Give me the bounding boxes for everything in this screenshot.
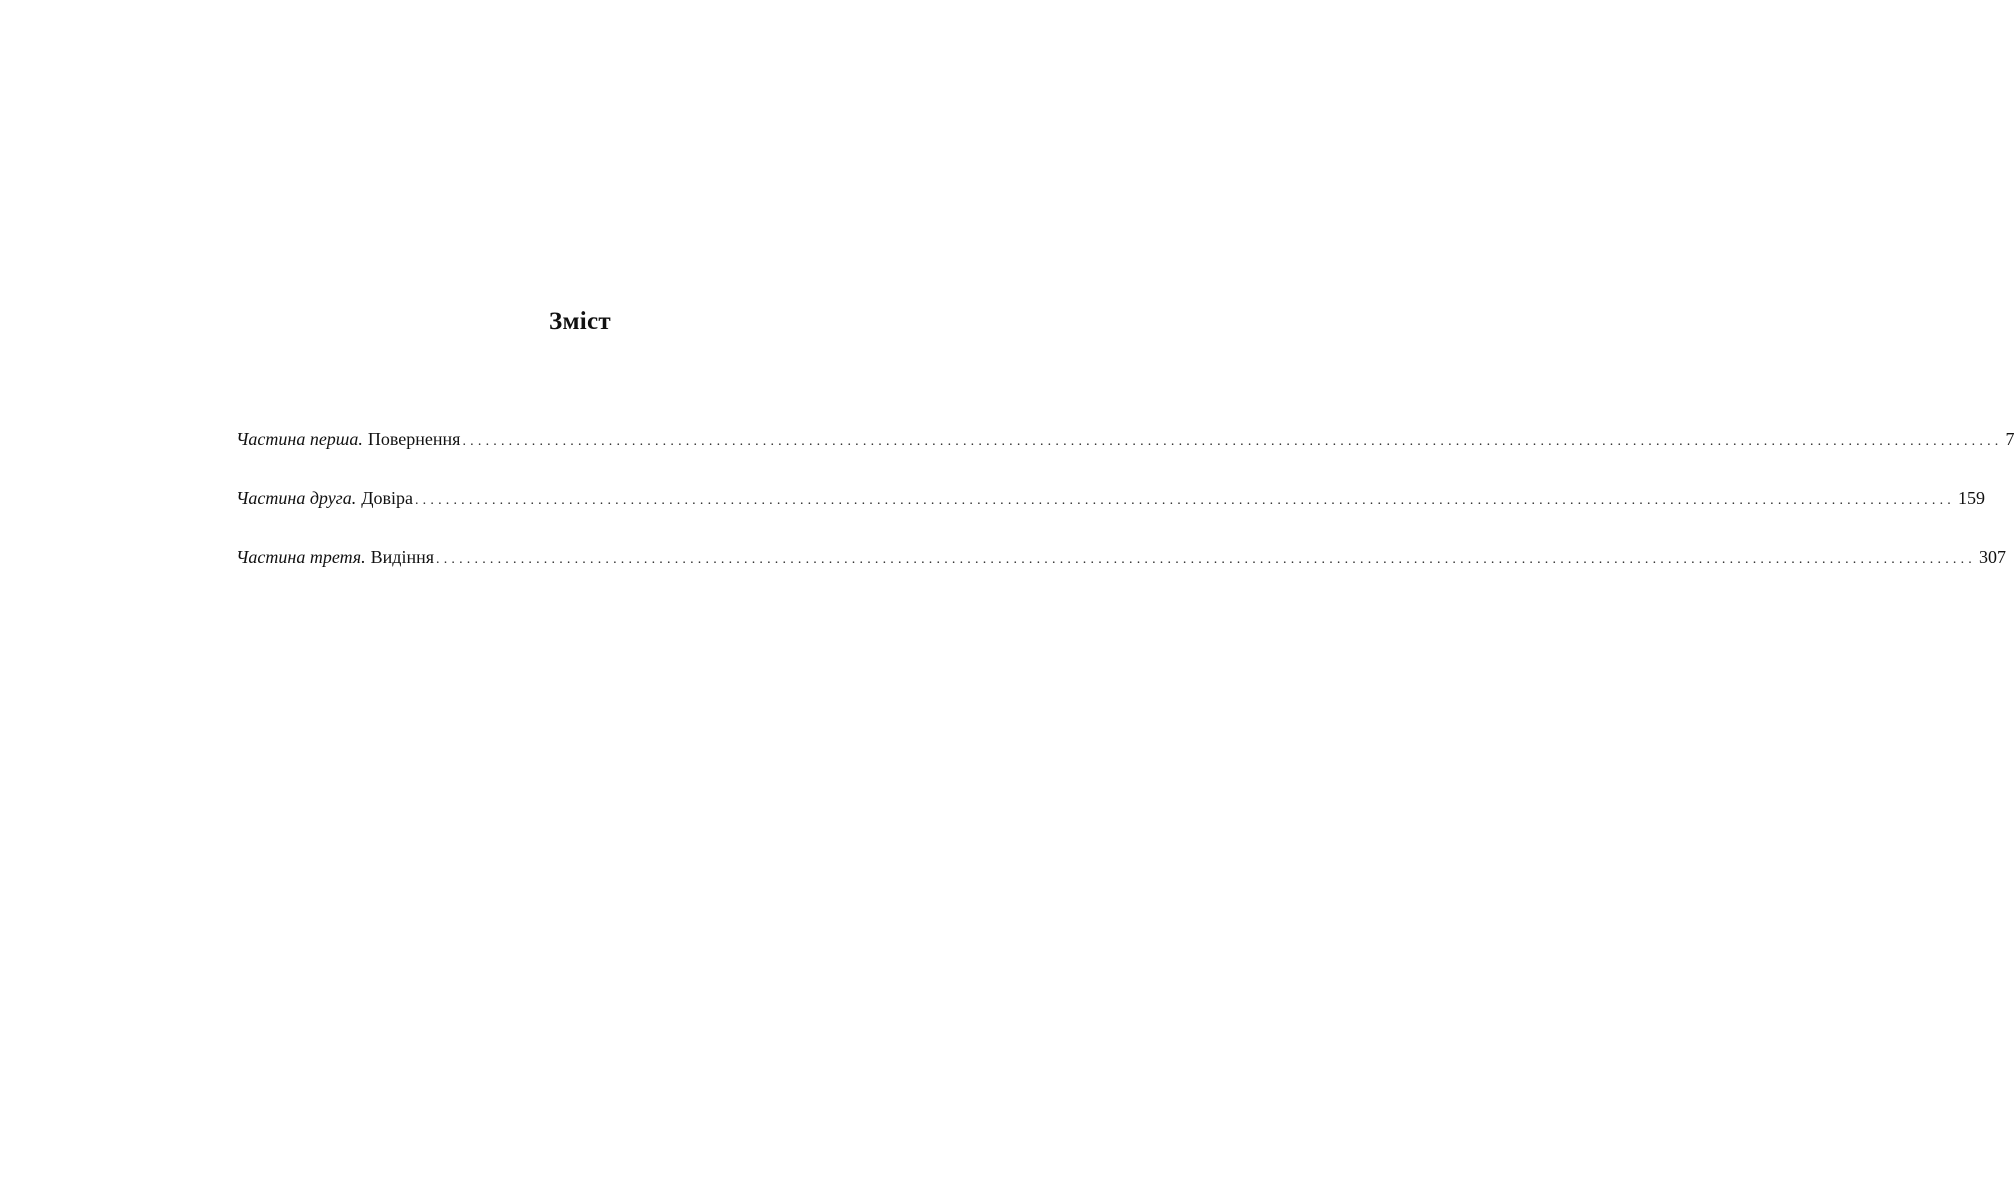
toc-list — [236, 424, 2014, 601]
toc-entry — [236, 542, 2006, 572]
toc-entry-part: Частина друга. — [236, 488, 357, 508]
toc-title: Зміст — [548, 308, 612, 335]
toc-entry — [236, 424, 2014, 454]
dot-leader: ........................................................................................................................................................................................................ — [436, 552, 1976, 567]
toc-entry-part: Частина перша. — [236, 429, 363, 449]
toc-entry — [236, 483, 1985, 513]
toc-entry-title: Довіра — [361, 488, 413, 508]
toc-entry-page: 7 — [2005, 429, 2014, 449]
toc-entry-page: 307 — [1979, 547, 2006, 567]
dot-leader: ........................................................................................................................................................................................................ — [462, 434, 2003, 449]
dot-leader: ........................................................................................................................................................................................................ — [414, 493, 1955, 508]
toc-entry-title: Повернення — [367, 429, 461, 449]
toc-entry-title: Видіння — [370, 547, 434, 567]
toc-entry-page: 159 — [1957, 488, 1985, 508]
toc-entry-part: Частина третя. — [236, 547, 366, 567]
